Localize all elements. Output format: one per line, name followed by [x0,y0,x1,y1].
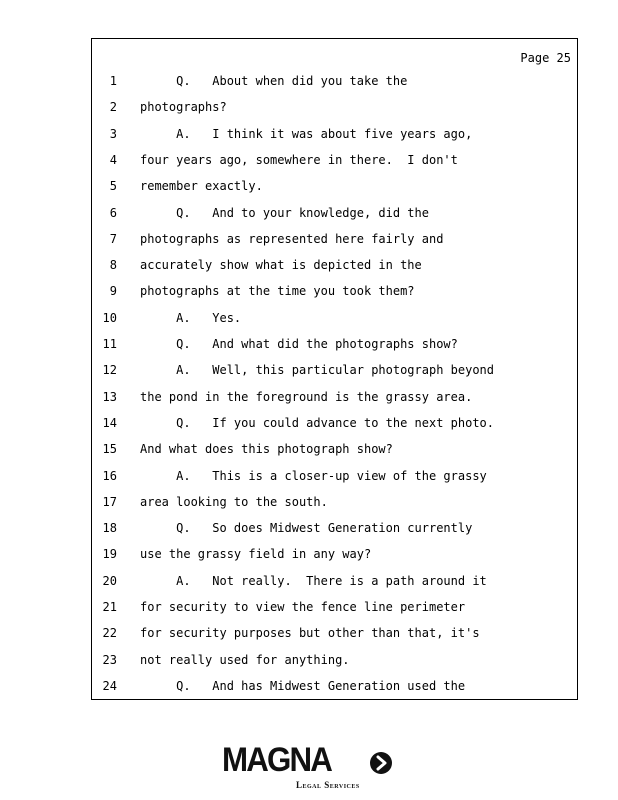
transcript-line [92,600,577,626]
line-text: remember exactly. [140,179,263,194]
magna-logo [222,742,402,794]
line-number: 6 [109,205,117,220]
line-number: 20 [102,573,117,588]
transcript-line [92,679,577,705]
line-text: photographs? [140,100,227,115]
line-number: 23 [102,652,117,667]
chevron-right-icon [370,752,392,774]
line-text: Q. And what did the photographs show? [140,337,458,351]
transcript-line [92,284,577,310]
line-text: photographs at the time you took them? [140,284,415,299]
line-text: And what does this photograph show? [140,442,393,457]
line-number: 22 [102,626,117,641]
line-text: area looking to the south. [140,494,328,509]
line-text: Q. If you could advance to the next photo. [140,415,495,430]
transcript-line [92,337,577,363]
line-text: accurately show what is depicted in the [140,258,422,273]
line-text: use the grassy field in any way? [140,547,372,562]
line-number: 7 [109,231,117,246]
line-number: 14 [102,415,117,430]
line-number: 13 [102,389,117,404]
line-number: 19 [102,547,117,562]
transcript-line [92,416,577,442]
line-number: 11 [102,337,117,351]
line-text: Q. And has Midwest Generation used the [140,678,466,693]
line-number: 21 [102,600,117,614]
line-number: 1 [109,74,117,88]
transcript-line [92,206,577,232]
line-number: 15 [102,442,117,457]
line-number: 24 [102,678,117,693]
line-text: four years ago, somewhere in there. I don't [140,152,458,167]
transcript-line [92,232,577,258]
line-number: 10 [102,310,117,325]
transcript-line [92,626,577,652]
line-text: the pond in the foreground is the grassy area. [140,389,473,404]
line-number: 18 [102,521,117,536]
line-number: 9 [109,284,117,299]
line-number: 16 [102,468,117,483]
transcript-line [92,574,577,600]
line-text: for security to view the fence line perimeter [140,600,466,614]
transcript-line [92,521,577,547]
line-text: Q. So does Midwest Generation currently [140,521,473,536]
transcript-line [92,179,577,205]
transcript-line [92,100,577,126]
transcript-page [91,38,578,700]
line-text: for security purposes but other than that, it's [140,626,480,641]
transcript-line [92,547,577,573]
logo-wordmark: MAGNA [222,741,331,779]
transcript-line [92,153,577,179]
transcript-line [92,390,577,416]
line-text: not really used for anything. [140,652,350,667]
page-number: Page 25 [520,51,571,65]
line-text: A. Not really. There is a path around it [140,573,487,588]
transcript-line [92,311,577,337]
transcript-line [92,363,577,389]
line-text: A. I think it was about five years ago, [140,126,473,141]
line-number: 5 [109,179,117,194]
logo-subtitle: Legal Services [296,780,360,790]
line-text: Q. And to your knowledge, did the [140,205,429,220]
transcript-line [92,442,577,468]
line-number: 4 [109,152,117,167]
line-number: 8 [109,258,117,273]
line-text: A. Well, this particular photograph beyond [140,363,495,378]
line-text: A. This is a closer-up view of the grassy [140,468,487,483]
line-number: 12 [102,363,117,378]
line-text: A. Yes. [140,310,242,325]
transcript-line [92,74,577,100]
transcript-line [92,258,577,284]
line-text: photographs as represented here fairly and [140,231,444,246]
transcript-line [92,653,577,679]
transcript-line [92,469,577,495]
line-number: 17 [102,494,117,509]
transcript-line [92,127,577,153]
line-number: 3 [109,126,117,141]
line-text: Q. About when did you take the [140,74,408,88]
transcript-line [92,495,577,521]
line-number: 2 [109,100,117,115]
